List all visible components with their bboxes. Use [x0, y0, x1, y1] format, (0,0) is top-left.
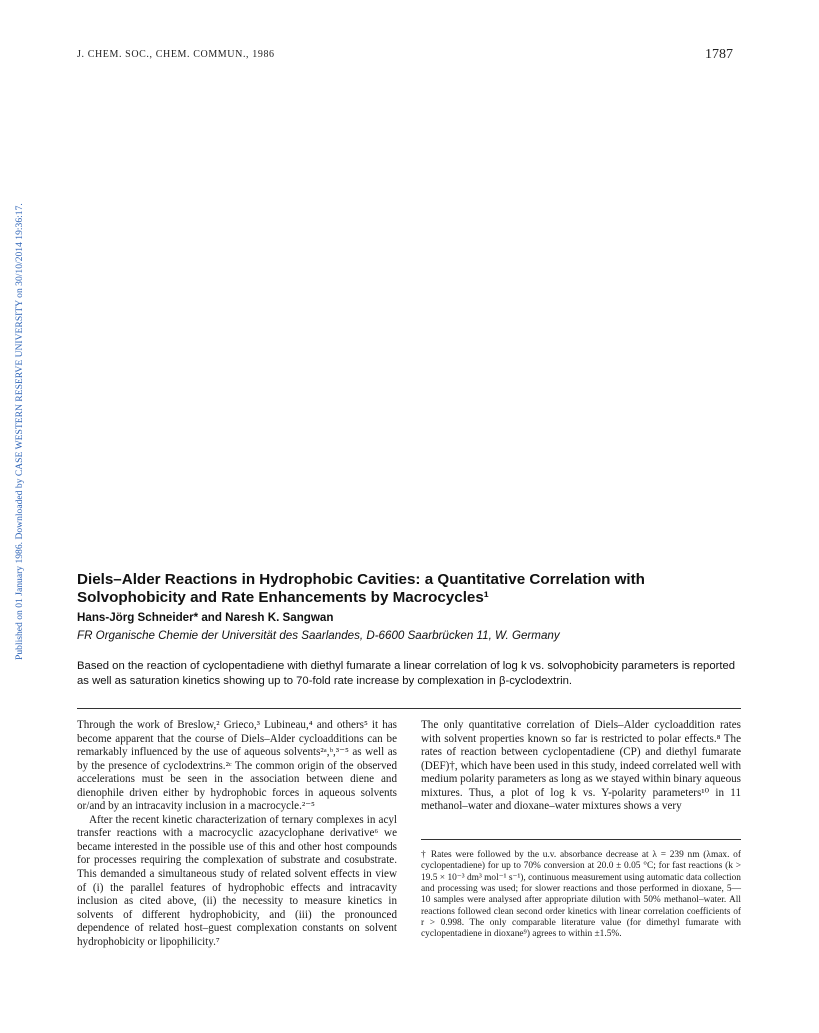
body-column-left	[77, 719, 397, 949]
footnote: † Rates were followed by the u.v. absorbance decrease at λ = 239 nm (λmax. of cyclopentadiene) for up to 70% conversion at 20.0 ± 0.05 °C; for fast reactions (k > 19.5 × 10⁻³ dm³ mol⁻¹ s⁻¹), continuous measurement using automatic data collection and processing was used; for slower reactions and those performed in dioxane, 5—10 samples were analysed after appropriate dilution with 50% methanol–water. All reactions followed clean second order kinetics with linear correlation coefficients of r > 0.998. The only comparable literature value (for dimethyl fumarate with cyclopentadiene in dioxane⁹) agrees to within ±1.5%.	[421, 850, 741, 940]
running-head: J. CHEM. SOC., CHEM. COMMUN., 1986	[77, 49, 275, 60]
abstract-divider	[77, 708, 741, 709]
article-title: Diels–Alder Reactions in Hydrophobic Cavities: a Quantitative Correlation with Solvophobicity and Rate Enhancements by Macrocycles¹	[77, 571, 645, 606]
footnote-divider	[421, 839, 741, 840]
body-paragraph: Through the work of Breslow,² Grieco,³ Lubineau,⁴ and others⁵ it has become apparent that the course of Diels–Alder cycloadditions can be remarkably influenced by the use of aqueous solvents²ᵃ,ᵇ,³⁻⁵ as well as by the presence of cyclodextrins.²ᶜ The common origin of the observed accelerations must be seen in the association between diene and dienophile driven either by hydrophobic forces in aqueous solvents or/and by an intracavity inclusion in a macrocycle.²⁻⁵	[77, 719, 397, 813]
download-watermark-text: Published on 01 January 1986. Downloaded by CASE WESTERN RESERVE UNIVERSITY on 30/10/2014 19:36:17.	[14, 203, 25, 660]
download-watermark	[0, 120, 25, 660]
page-number: 1787	[705, 47, 733, 62]
body-column-right	[421, 719, 741, 814]
body-paragraph: The only quantitative correlation of Diels–Alder cycloaddition rates with solvent properties known so far is restricted to polar effects.⁸ The rates of reaction between cyclopentadiene (CP) and diethyl fumarate (DEF)†, which have been used in this study, indeed correlated well with medium polarity parameters as long as we stayed within binary aqueous mixtures. Thus, a plot of log k vs. Y-polarity parameters¹⁰ in 11 methanol–water and dioxane–water mixtures shows a very	[421, 719, 741, 813]
article-authors: Hans-Jörg Schneider* and Naresh K. Sangwan	[77, 611, 334, 624]
article-affiliation: FR Organische Chemie der Universität des Saarlandes, D-6600 Saarbrücken 11, W. Germany	[77, 629, 560, 642]
body-paragraph: After the recent kinetic characterization of ternary complexes in acyl transfer reactions with a macrocyclic azacyclophane derivative⁶ we became interested in the possible use of this and other host compounds for processes requiring the complexation of substrate and cosubstrate. This demanded a simultaneous study of related solvent effects in view of (i) the parallel features of hydrophobic effects and intracavity inclusion as cited above, (ii) the necessity to measure kinetics in solvents of different hydrophobicity, and (iii) the pronounced dependence of related host–guest complexation constants on solvent hydrophobicity or lipophilicity.⁷	[77, 813, 397, 948]
article-abstract: Based on the reaction of cyclopentadiene with diethyl fumarate a linear correlation of log k vs. solvophobicity parameters is reported as well as saturation kinetics showing up to 70-fold rate increase by complexation in β-cyclodextrin.	[77, 660, 736, 687]
